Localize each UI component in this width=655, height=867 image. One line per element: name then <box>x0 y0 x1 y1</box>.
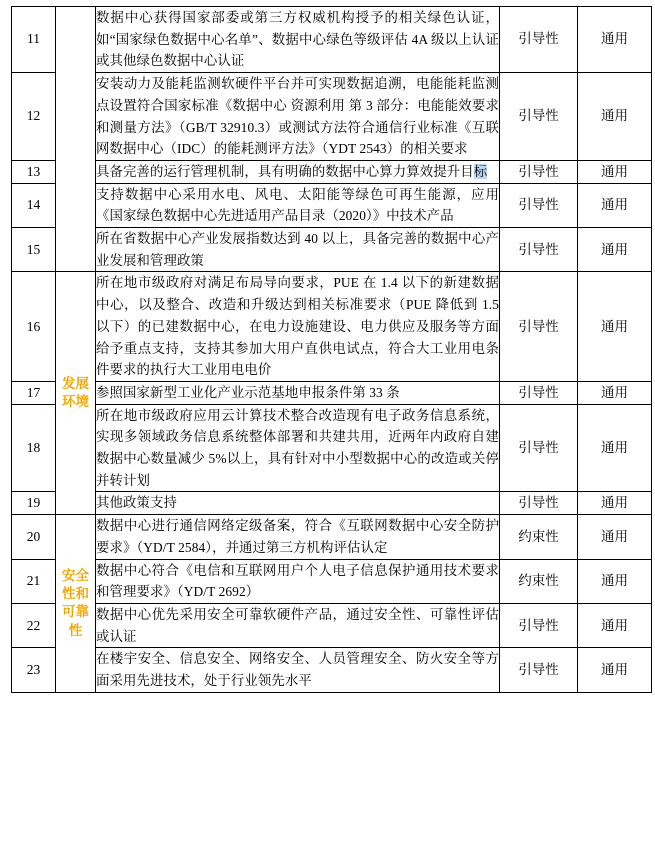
row-type: 引导性 <box>500 603 578 647</box>
row-apply: 通用 <box>578 515 652 559</box>
table-row <box>12 160 652 183</box>
row-number: 13 <box>12 160 56 183</box>
row-type: 引导性 <box>500 73 578 161</box>
table-row <box>12 559 652 603</box>
row-description <box>96 160 500 183</box>
table-row <box>12 7 652 73</box>
table-row <box>12 492 652 515</box>
table-row <box>12 381 652 404</box>
row-number: 14 <box>12 183 56 227</box>
row-description: 其他政策支持 <box>96 492 500 515</box>
row-apply: 通用 <box>578 272 652 382</box>
row-type: 引导性 <box>500 272 578 382</box>
category-cell-security: 安全性和可靠性 <box>56 515 96 693</box>
row-type: 引导性 <box>500 404 578 492</box>
table-row <box>12 515 652 559</box>
row-apply: 通用 <box>578 648 652 692</box>
table-body <box>12 7 652 693</box>
row-number: 20 <box>12 515 56 559</box>
row-number: 12 <box>12 73 56 161</box>
row-apply: 通用 <box>578 73 652 161</box>
row-apply: 通用 <box>578 492 652 515</box>
row-apply: 通用 <box>578 603 652 647</box>
row-description: 参照国家新型工业化产业示范基地申报条件第 33 条 <box>96 381 500 404</box>
row-type: 约束性 <box>500 559 578 603</box>
category-cell-development: 发展环境 <box>56 272 96 515</box>
row-number: 23 <box>12 648 56 692</box>
row-apply: 通用 <box>578 183 652 227</box>
row-type: 引导性 <box>500 492 578 515</box>
row-description-highlight: 标 <box>473 163 488 179</box>
category-cell-empty-top <box>56 7 96 272</box>
table-row <box>12 648 652 692</box>
row-description: 所在地市级政府应用云计算技术整合改造现有电子政务信息系统，实现多领域政务信息系统整体部署和共建共用，近两年内政府自建数据中心数量减少 5%以上，具有针对中小型数据中心的改造或关停并转计划 <box>96 404 500 492</box>
row-description: 所在省数据中心产业发展指数达到 40 以上，具备完善的数据中心产业发展和管理政策 <box>96 228 500 272</box>
table-row <box>12 404 652 492</box>
row-description: 安装动力及能耗监测软硬件平台并可实现数据追溯，电能能耗监测点设置符合国家标准《数据中心 资源利用 第 3 部分：电能能效要求和测量方法》（GB/T 32910.3）或测试方法符合通信行业标准《互联网数据中心（IDC）的能耗测评方法》（YDT 2543）的相关要求 <box>96 73 500 161</box>
row-apply: 通用 <box>578 381 652 404</box>
row-type: 引导性 <box>500 381 578 404</box>
row-type: 引导性 <box>500 648 578 692</box>
row-description: 数据中心进行通信网络定级备案，符合《互联网数据中心安全防护要求》（YD/T 2584），并通过第三方机构评估认定 <box>96 515 500 559</box>
table-row <box>12 228 652 272</box>
row-description-text: 具备完善的运行管理机制，具有明确的数据中心算力算效提升目 <box>96 163 474 179</box>
row-number: 17 <box>12 381 56 404</box>
row-apply: 通用 <box>578 7 652 73</box>
row-type: 引导性 <box>500 7 578 73</box>
row-apply: 通用 <box>578 559 652 603</box>
row-description: 支持数据中心采用水电、风电、太阳能等绿色可再生能源，应用《国家绿色数据中心先进适用产品目录（2020）》中技术产品 <box>96 183 500 227</box>
spec-table <box>11 6 652 693</box>
row-apply: 通用 <box>578 404 652 492</box>
row-type: 引导性 <box>500 183 578 227</box>
row-description: 数据中心优先采用安全可靠软硬件产品，通过安全性、可靠性评估或认证 <box>96 603 500 647</box>
table-row <box>12 603 652 647</box>
row-number: 21 <box>12 559 56 603</box>
row-number: 19 <box>12 492 56 515</box>
table-row <box>12 272 652 382</box>
row-description: 数据中心符合《电信和互联网用户个人电子信息保护通用技术要求和管理要求》（YD/T 2692） <box>96 559 500 603</box>
table-row <box>12 73 652 161</box>
table-row <box>12 183 652 227</box>
row-number: 18 <box>12 404 56 492</box>
row-apply: 通用 <box>578 160 652 183</box>
row-number: 15 <box>12 228 56 272</box>
row-type: 引导性 <box>500 228 578 272</box>
row-description: 所在地市级政府对满足布局导向要求，PUE 在 1.4 以下的新建数据中心，以及整合、改造和升级达到相关标准要求（PUE 降低到 1.5 以下）的已建数据中心，在电力设施建设、电力供应及服务等方面给予重点支持，支持其参加大用户直供电试点，符合大工业用电条件要求的执行大工业用电电价 <box>96 272 500 382</box>
row-description: 数据中心获得国家部委或第三方权威机构授予的相关绿色认证，如“国家绿色数据中心名单”、数据中心绿色等级评估 4A 级以上认证或其他绿色数据中心认证 <box>96 7 500 73</box>
row-type: 引导性 <box>500 160 578 183</box>
row-number: 16 <box>12 272 56 382</box>
row-type: 约束性 <box>500 515 578 559</box>
row-description: 在楼宇安全、信息安全、网络安全、人员管理安全、防火安全等方面采用先进技术，处于行业领先水平 <box>96 648 500 692</box>
row-number: 11 <box>12 7 56 73</box>
row-apply: 通用 <box>578 228 652 272</box>
row-number: 22 <box>12 603 56 647</box>
